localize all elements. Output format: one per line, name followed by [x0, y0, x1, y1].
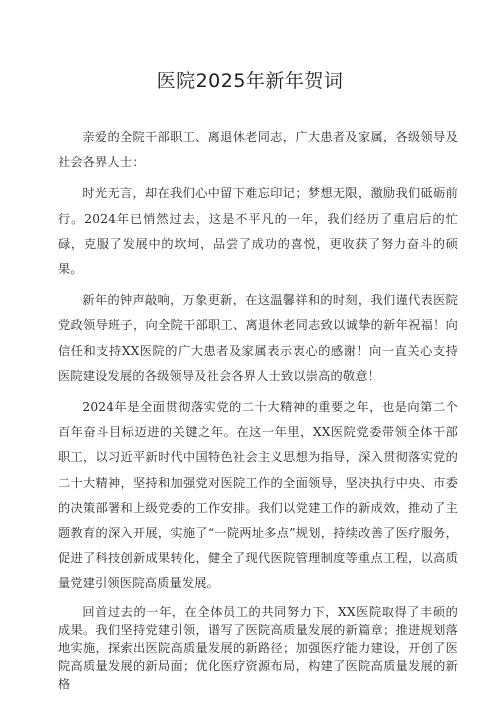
paragraph-greeting: 亲爱的全院干部职工、离退休老同志，广大患者及家属，各级领导及社会各界人士： — [58, 130, 458, 170]
document-body — [58, 125, 458, 699]
paragraph-new-year-wishes: 新年的钟声敲响，万象更新，在这温馨祥和的时刻，我们谨代表医院党政领导班子，向全院干部职工、离退休老同志致以诚挚的新年祝福！向信任和支持XX医院的广大患者及家属表示衷心的感谢！向一直关心支持医院建设发展的各级领导及社会各界人士致以崇高的敬意！ — [58, 293, 458, 383]
document-title: 医院2025年新年贺词 — [156, 70, 344, 92]
paragraph-achievements: 回首过去的一年，在全体员工的共同努力下，XX医院取得了丰硕的成果。我们坚持党建引领，谱写了医院高质量发展的新篇章；推进规划落地实施，探索出医院高质量发展的新路径；加强医疗能力建设，开创了医院高质量发展的新局面；优化医疗资源布局，构建了医院高质量发展的新格 — [58, 604, 458, 691]
paragraph-2024-overview: 2024年是全面贯彻落实党的二十大精神的重要之年，也是向第二个百年奋斗目标迈进的关键之年。在这一年里，XX医院党委带领全体干部职工，以习近平新时代中国特色社会主义思想为指导，深入贯彻落实党的二十大精神，坚持和加强党对医院工作的全面领导，坚决执行中央、市委的决策部署和上级党委的工作安排。我们以党建工作的新成效，推动了主题教育的深入开展，实施了“一院两址多点”规划，持续改善了医疗服务，促进了科技创新成果转化，健全了现代医院管理制度等重点工程，以高质量党建引领医院高质量发展。 — [58, 400, 458, 591]
paragraph-reflection: 时光无言，却在我们心中留下难忘印记；梦想无限，激励我们砥砺前行。2024年已悄然过去，这是不平凡的一年，我们经历了重启后的忙碌，克服了发展中的坎坷，品尝了成功的喜悦，更收获了努力奋斗的硕果。 — [58, 186, 458, 277]
